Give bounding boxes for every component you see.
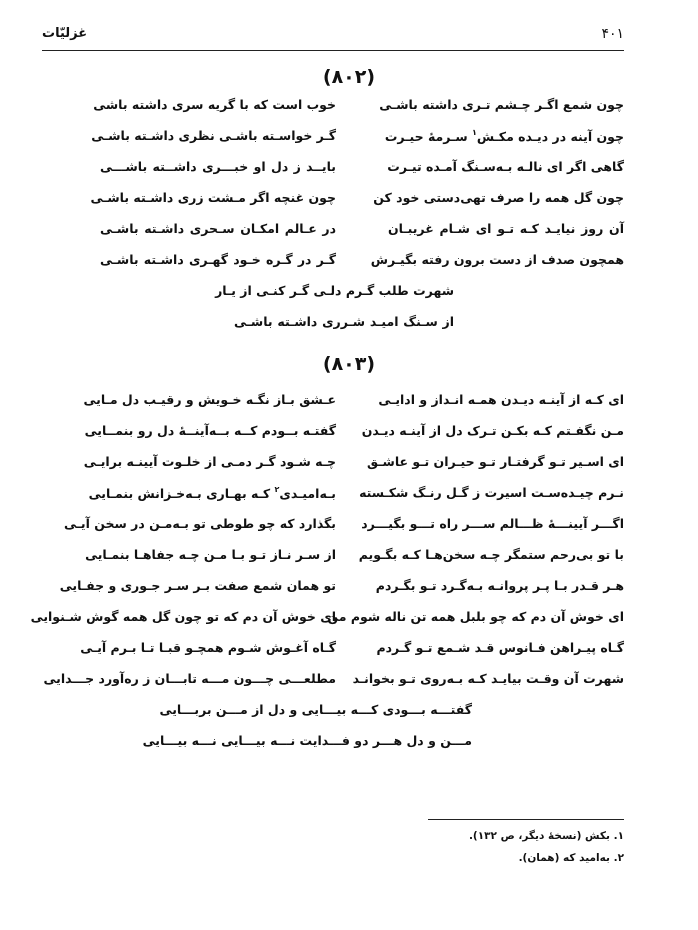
hemistich-right: اگـــر آیینـــهٔ ظـــالم ســـر راه تـــو بگیـــرد: [361, 516, 624, 531]
final-hemistich-1: شهرت طلب گـرم دلـی گـر کنـی از یـار: [215, 283, 454, 298]
footnote-divider: [428, 819, 624, 820]
hemistich-left: گـاه آغـوش شـوم همچـو قبـا تـا بـرم آیـی: [80, 640, 336, 655]
hemistich-left: بـه‌امیـدی$^۲$ کـه بهـاری بـه‌خـزانش بنمـایی: [88, 485, 336, 501]
hemistich-left: گفتـه بــودم کــه بــه‌آینــهٔ دل رو بنمــایی: [84, 423, 336, 438]
footnote-marker: ۲: [274, 485, 280, 494]
hemistich-right: نـرم چیـده‌سـت اسیرت ز گـل رنـگ شکـسته: [359, 485, 624, 500]
footnote: ۲. به‌امید که (همان).: [518, 852, 624, 864]
hemistich-right: همچون صدف از دست برون رفته بگیـرش: [370, 252, 624, 267]
footnote-marker: ۱: [471, 128, 477, 137]
hemistich-right: ای کـه از آینـه دیـدن همـه انـداز و ادایـی: [378, 392, 624, 407]
hemistich-left: چون غنچه اگر مـشت زری داشـته باشـی: [90, 190, 336, 205]
final-hemistich-1: گفتـــه بـــودی کـــه بیـــایی و دل از مـــن بربـــایی: [159, 702, 472, 717]
hemistich-left: چـه شـود گـر دمـی از خلـوت آیینـه برایـی: [83, 454, 336, 469]
hemistich-left: عـشق بـاز نگـه خـویش و رقیـب دل مـایی: [83, 392, 336, 407]
running-title: غزلیّات: [42, 26, 88, 41]
hemistich-left: خوب است که با گریه سری داشته باشی: [93, 97, 336, 112]
hemistich-left: بگذارد که چو طوطی تو بـه‌مـن در سخن آیـی: [63, 516, 336, 531]
hemistich-right: آن روز نیایـد کـه تـو ای شـام غریبـان: [388, 221, 624, 236]
hemistich-right: چون شمع اگـر چـشم تـری داشته باشـی: [379, 97, 624, 112]
hemistich-right: گـاه پیـراهن فـانوس قـد شـمع تـو گـردم: [376, 640, 624, 655]
hemistich-left: مطلعـــی چـــون مـــه تابـــان ز ره‌آورد جـــدایی: [43, 671, 336, 686]
hemistich-right: شهرت آن وقـت بیایـد کـه بـه‌روی تـو بخوانـد: [352, 671, 624, 686]
hemistich-right: هـر قـدر بـا پـر پروانـه بـه‌گـرد تـو بگـردم: [375, 578, 624, 593]
page-number: ۴۰۱: [601, 26, 624, 42]
final-hemistich-2: از سـنگ امیـد شـرری داشـته باشـی: [234, 314, 454, 329]
page-header: [42, 22, 624, 51]
hemistich-left: گـر در گـره خـود گهـری داشـته باشـی: [100, 252, 336, 267]
hemistich-left: در عـالم امکـان سـحری داشـته باشـی: [100, 221, 336, 236]
hemistich-right: مـن نگفـتم کـه بکـن تـرک دل از آینـه دیـدن: [361, 423, 624, 438]
hemistich-left: از سـر نـاز تـو بـا مـن چـه جفاهـا بنمـایی: [85, 547, 336, 562]
final-hemistich-2: مـــن و دل هـــر دو فـــدایت نـــه بیـــایی نـــه بیـــایی: [142, 733, 472, 748]
hemistich-right: ای خوش آن دم که چو بلبل همه تن ناله شوم من: [327, 609, 624, 624]
hemistich-right: ای اسـیر تـو گرفتـار تـو حیـران تـو عاشـق: [366, 454, 624, 469]
hemistich-left: بایــد ز دل او خبـــری داشــته باشـــی: [100, 159, 336, 174]
hemistich-right: گاهی اگر ای نالـه بـه‌سـنگ آمـده تیـرت: [387, 159, 624, 174]
hemistich-left: ای خوش آن دم که تو چون گل همه گوش شـنوایی: [30, 609, 336, 624]
footnote: ۱. بکش (نسخهٔ دیگر، ص ۱۳۲).: [468, 830, 624, 842]
hemistich-right: چون آینه در دیـده مکـش$^۱$ سـرمهٔ حیـرت: [384, 128, 624, 144]
hemistich-left: گـر خواسـته باشـی نظری داشـته باشـی: [91, 128, 336, 143]
poem-number: (۸۰۳): [322, 353, 376, 375]
hemistich-right: با تو بی‌رحم ستمگر چـه سخن‌هـا کـه بگـویم: [358, 547, 624, 562]
poem-number: (۸۰۲): [322, 66, 376, 88]
hemistich-left: تو همان شمع صفت بـر سـر جـوری و جفـایی: [59, 578, 336, 593]
hemistich-right: چون گل همه را صرف تهی‌دستی خود کن: [373, 190, 624, 205]
